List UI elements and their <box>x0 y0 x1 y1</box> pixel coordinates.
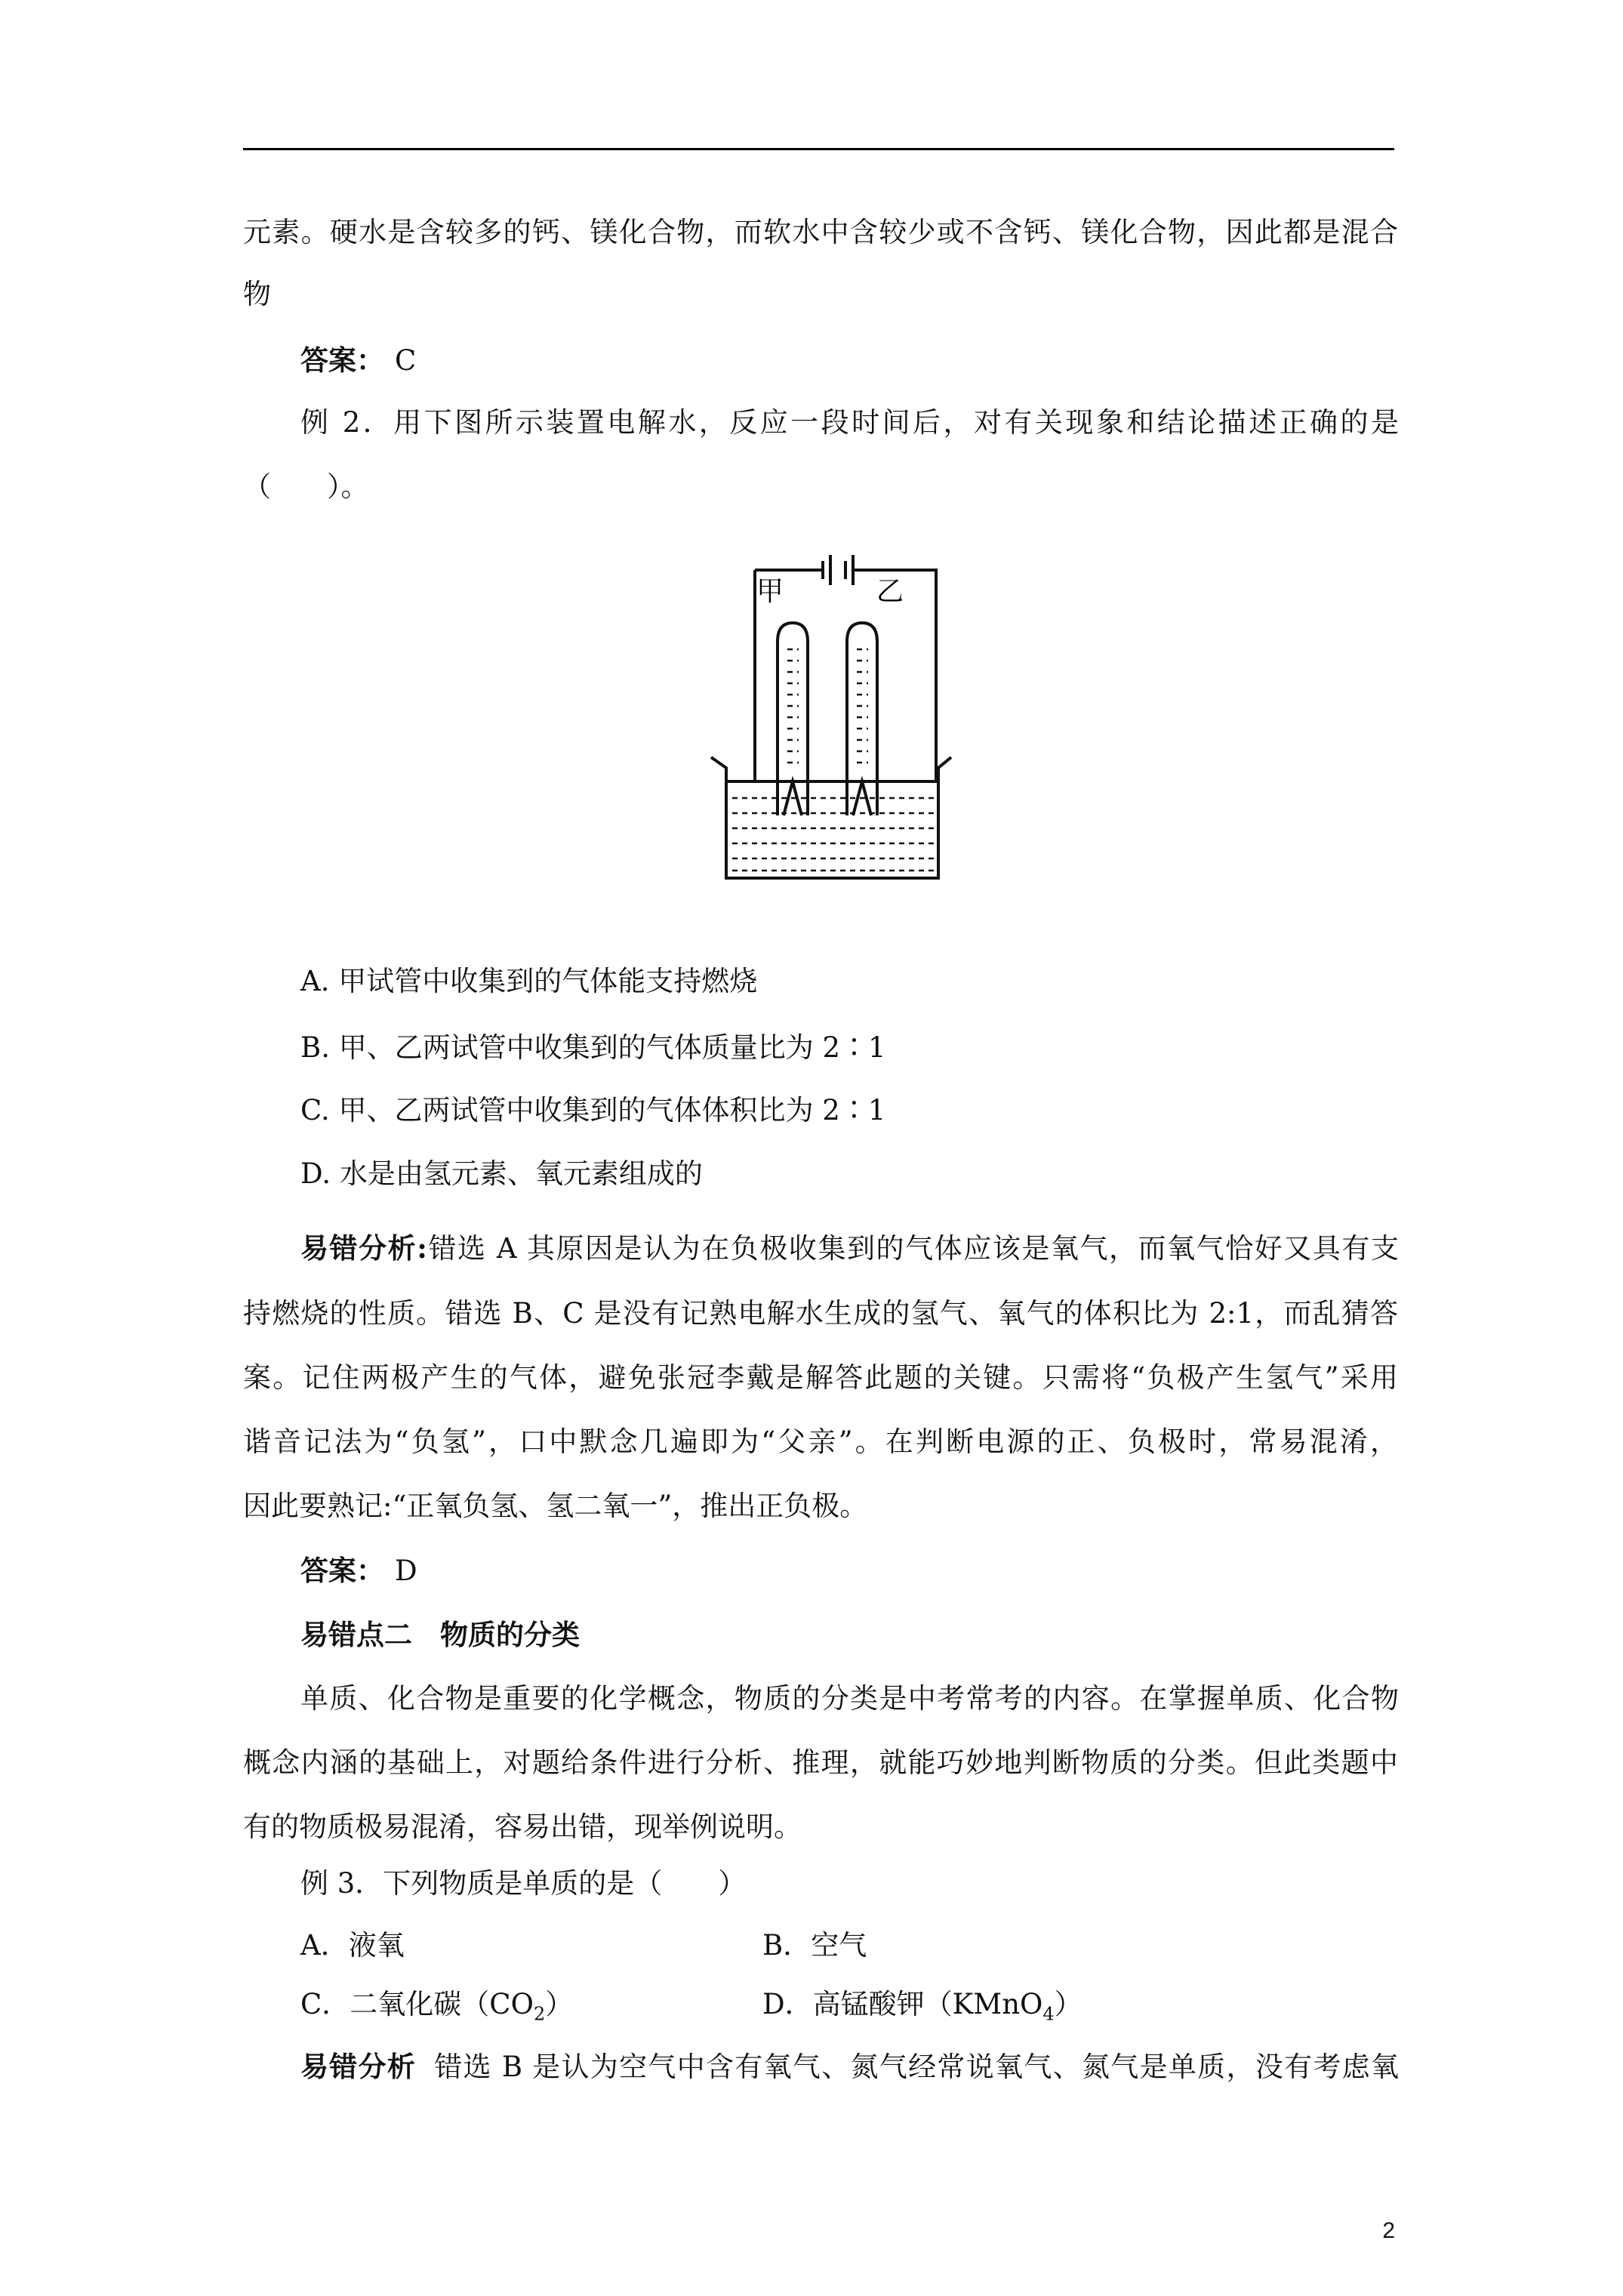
answer-value: C <box>395 344 417 377</box>
answer-2 <box>300 1552 417 1590</box>
option-a: A. 甲试管中收集到的气体能支持燃烧 <box>300 965 758 997</box>
option-c-close: ） <box>545 1988 574 2020</box>
example-3-option-d <box>762 1986 1083 2032</box>
option-c-text: C．二氧化碳（CO <box>300 1988 534 2020</box>
option-d-close: ） <box>1054 1988 1083 2020</box>
analysis-3-line-1 <box>300 2048 1399 2086</box>
intro-line-2: 物 <box>243 278 271 310</box>
option-d-text: D．高锰酸钾（KMnO <box>762 1988 1043 2020</box>
analysis-text: 错选 B 是认为空气中含有氧气、氮气经常说氧气、氮气是单质，没有考虑氧 <box>434 2051 1400 2083</box>
example-3-option-b: B．空气 <box>762 1929 867 1962</box>
battery-icon <box>823 555 853 585</box>
answer-1 <box>300 341 416 380</box>
page-number: 2 <box>1382 2218 1395 2243</box>
answer-label: 答案： <box>300 1554 384 1587</box>
analysis-2-line-5: 因此要熟记:“正氧负氢、氢二氧一”，推出正负极。 <box>243 1490 868 1522</box>
option-b: B. 甲、乙两试管中收集到的气体质量比为 2∶1 <box>300 1031 886 1064</box>
option-d: D. 水是由氢元素、氧元素组成的 <box>300 1157 703 1190</box>
analysis-label: 易错分析: <box>300 1231 427 1265</box>
example-3-option-c <box>300 1986 573 2032</box>
beaker <box>711 757 951 878</box>
option-c: C. 甲、乙两试管中收集到的气体体积比为 2∶1 <box>300 1094 886 1126</box>
example-2-stem-1: 例 2．用下图所示装置电解水，反应一段时间后，对有关现象和结论描述正确的是 <box>300 406 1399 439</box>
section-para-line-1: 单质、化合物是重要的化学概念，物质的分类是中考常考的内容。在掌握单质、化合物 <box>300 1682 1399 1715</box>
tube-label-yi: 乙 <box>876 576 904 607</box>
example-3-option-a: A．液氧 <box>300 1929 405 1962</box>
electrolysis-apparatus-figure <box>710 555 955 887</box>
answer-label: 答案： <box>300 344 384 377</box>
option-d-subscript: 4 <box>1042 2003 1055 2025</box>
tube-label-jia: 甲 <box>756 576 784 607</box>
intro-line-1: 元素。硬水是含较多的钙、镁化合物，而软水中含较少或不含钙、镁化合物，因此都是混合 <box>243 216 1398 248</box>
analysis-2-line-1 <box>300 1229 1399 1268</box>
answer-value: D <box>395 1555 417 1587</box>
section-heading: 易错点二 物质的分类 <box>300 1618 580 1651</box>
example-3-stem: 例 3．下列物质是单质的是（ ） <box>300 1867 747 1900</box>
section-para-line-3: 有的物质极易混淆，容易出错，现举例说明。 <box>243 1811 802 1843</box>
example-2-stem-2: （ ）。 <box>243 470 369 503</box>
option-c-subscript: 2 <box>533 2003 546 2025</box>
analysis-label: 易错分析 <box>300 2050 417 2083</box>
analysis-2-line-3: 案。记住两极产生的气体，避免张冠李戴是解答此题的关键。只需将“负极产生氢气”采用 <box>243 1361 1398 1394</box>
analysis-text: 错选 A 其原因是认为在负极收集到的气体应该是氧气，而氧气恰好又具有支 <box>427 1232 1399 1265</box>
header-rule <box>243 148 1394 150</box>
analysis-2-line-2: 持燃烧的性质。错选 B、C 是没有记熟电解水生成的氢气、氧气的体积比为 2:1，而乱猜答 <box>243 1297 1398 1330</box>
section-para-line-2: 概念内涵的基础上，对题给条件进行分析、推理，就能巧妙地判断物质的分类。但此类题中 <box>243 1746 1398 1779</box>
analysis-2-line-4: 谐音记法为“负氢”，口中默念几遍即为“父亲”。在判断电源的正、负极时，常易混淆， <box>243 1425 1398 1458</box>
